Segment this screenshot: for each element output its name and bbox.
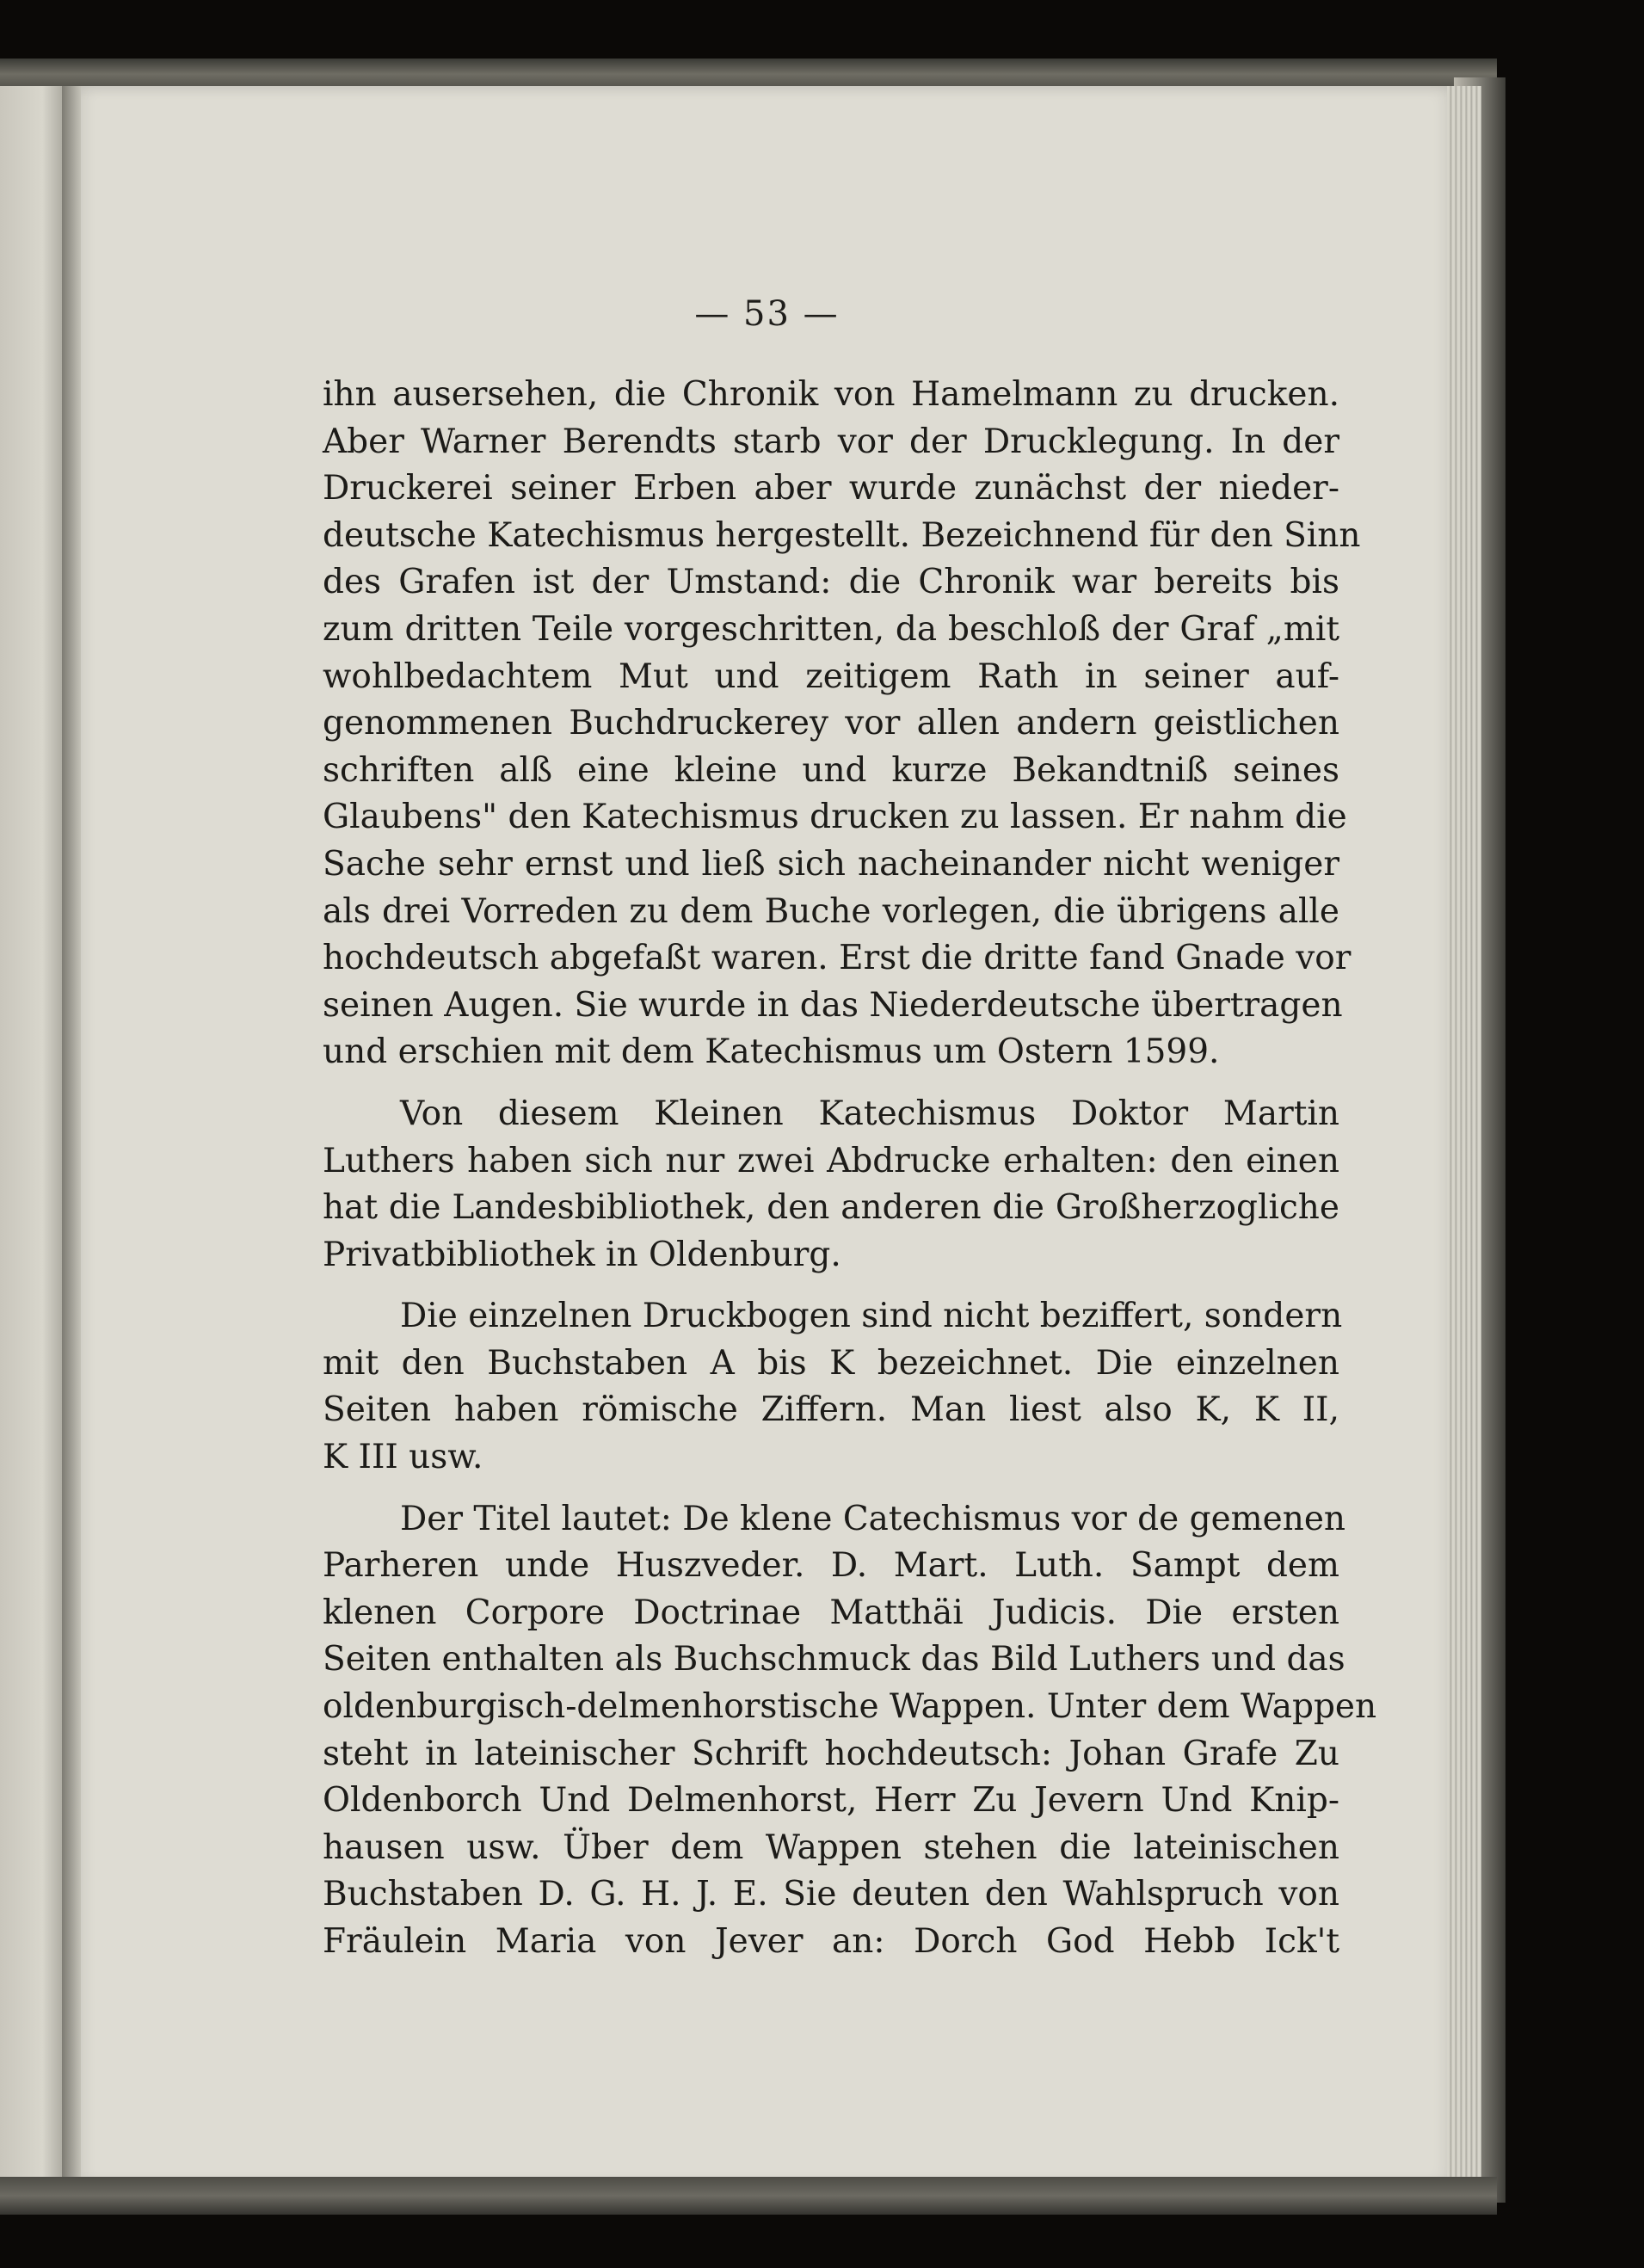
- text-line: mit den Buchstaben A bis K bezeichnet. Die einzelnen: [323, 1343, 1339, 1383]
- paragraph: [323, 372, 1361, 1076]
- text-line: Aber Warner Berendts starb vor der Drucklegung. In der: [323, 422, 1339, 461]
- text-line: Druckerei seiner Erben aber wurde zunächst der nieder-: [323, 469, 1339, 508]
- text-line: deutsche Katechismus hergestellt. Bezeichnend für den Sinn: [323, 515, 1361, 555]
- text-line: seinen Augen. Sie wurde in das Niederdeutsche übertragen: [323, 985, 1343, 1025]
- book-page: [74, 86, 1459, 2185]
- text-line: Glaubens" den Katechismus drucken zu lassen. Er nahm die: [323, 798, 1347, 837]
- page-gutter: [62, 86, 81, 2185]
- text-line: Der Titel lautet: De klene Catechismus vor de gemenen: [400, 1499, 1346, 1538]
- text-line: schriften alß eine kleine und kurze Bekandtniß seines: [323, 750, 1339, 790]
- text-line: oldenburgisch-delmenhorstische Wappen. Unter dem Wappen: [323, 1687, 1377, 1727]
- text-line: klenen Corpore Doctrinae Matthäi Judicis. Die ersten: [323, 1593, 1339, 1632]
- text-line: Seiten haben römische Ziffern. Man liest also K, K II,: [323, 1390, 1339, 1430]
- text-line: Luthers haben sich nur zwei Abdrucke erhalten: den einen: [323, 1141, 1339, 1180]
- text-line: Privatbibliothek in Oldenburg.: [323, 1235, 841, 1274]
- text-line: zum dritten Teile vorgeschritten, da beschloß der Graf „mit: [323, 609, 1339, 649]
- left-page-edge: [0, 86, 71, 2185]
- paragraph: [323, 1496, 1377, 1966]
- text-line: hausen usw. Über dem Wappen stehen die lateinischen: [323, 1827, 1339, 1867]
- text-line: K III usw.: [323, 1438, 483, 1477]
- text-line: und erschien mit dem Katechismus um Ostern 1599.: [323, 1032, 1220, 1072]
- text-line: des Grafen ist der Umstand: die Chronik war bereits bis: [323, 563, 1339, 602]
- page-number: — 53 —: [694, 294, 840, 334]
- text-line: als drei Vorreden zu dem Buche vorlegen, die übrigens alle: [323, 891, 1339, 931]
- text-line: steht in lateinischer Schrift hochdeutsch: Johan Grafe Zu: [323, 1734, 1339, 1773]
- text-line: Parheren unde Huszveder. D. Mart. Luth. Sampt dem: [323, 1546, 1339, 1586]
- text-line: Sache sehr ernst und ließ sich nacheinander nicht weniger: [323, 844, 1339, 884]
- binding-bottom-edge: [0, 2177, 1497, 2215]
- page-stack-edges: [1447, 86, 1481, 2177]
- text-line: Von diesem Kleinen Katechismus Doktor Martin: [400, 1094, 1339, 1133]
- text-line: hochdeutsch abgefaßt waren. Erst die dritte fand Gnade vor: [323, 939, 1352, 978]
- text-line: genommenen Buchdruckerey vor allen andern geistlichen: [323, 704, 1339, 743]
- text-line: hat die Landesbibliothek, den anderen die Großherzogliche: [323, 1188, 1339, 1228]
- text-line: wohlbedachtem Mut und zeitigem Rath in seiner auf-: [323, 656, 1339, 696]
- text-line: Die einzelnen Druckbogen sind nicht beziffert, sondern: [400, 1297, 1343, 1336]
- text-line: Fräulein Maria von Jever an: Dorch God Hebb Ick't: [323, 1922, 1339, 1961]
- body-text: [323, 372, 1377, 1966]
- text-line: Buchstaben D. G. H. J. E. Sie deuten den Wahlspruch von: [323, 1875, 1339, 1914]
- text-line: Seiten enthalten als Buchschmuck das Bild Luthers und das: [323, 1640, 1345, 1679]
- text-line: ihn ausersehen, die Chronik von Hamelmann zu drucken.: [323, 375, 1339, 414]
- paragraph: [323, 1293, 1343, 1481]
- paragraph: [323, 1091, 1339, 1279]
- text-line: Oldenborch Und Delmenhorst, Herr Zu Jevern Und Knip-: [323, 1781, 1339, 1821]
